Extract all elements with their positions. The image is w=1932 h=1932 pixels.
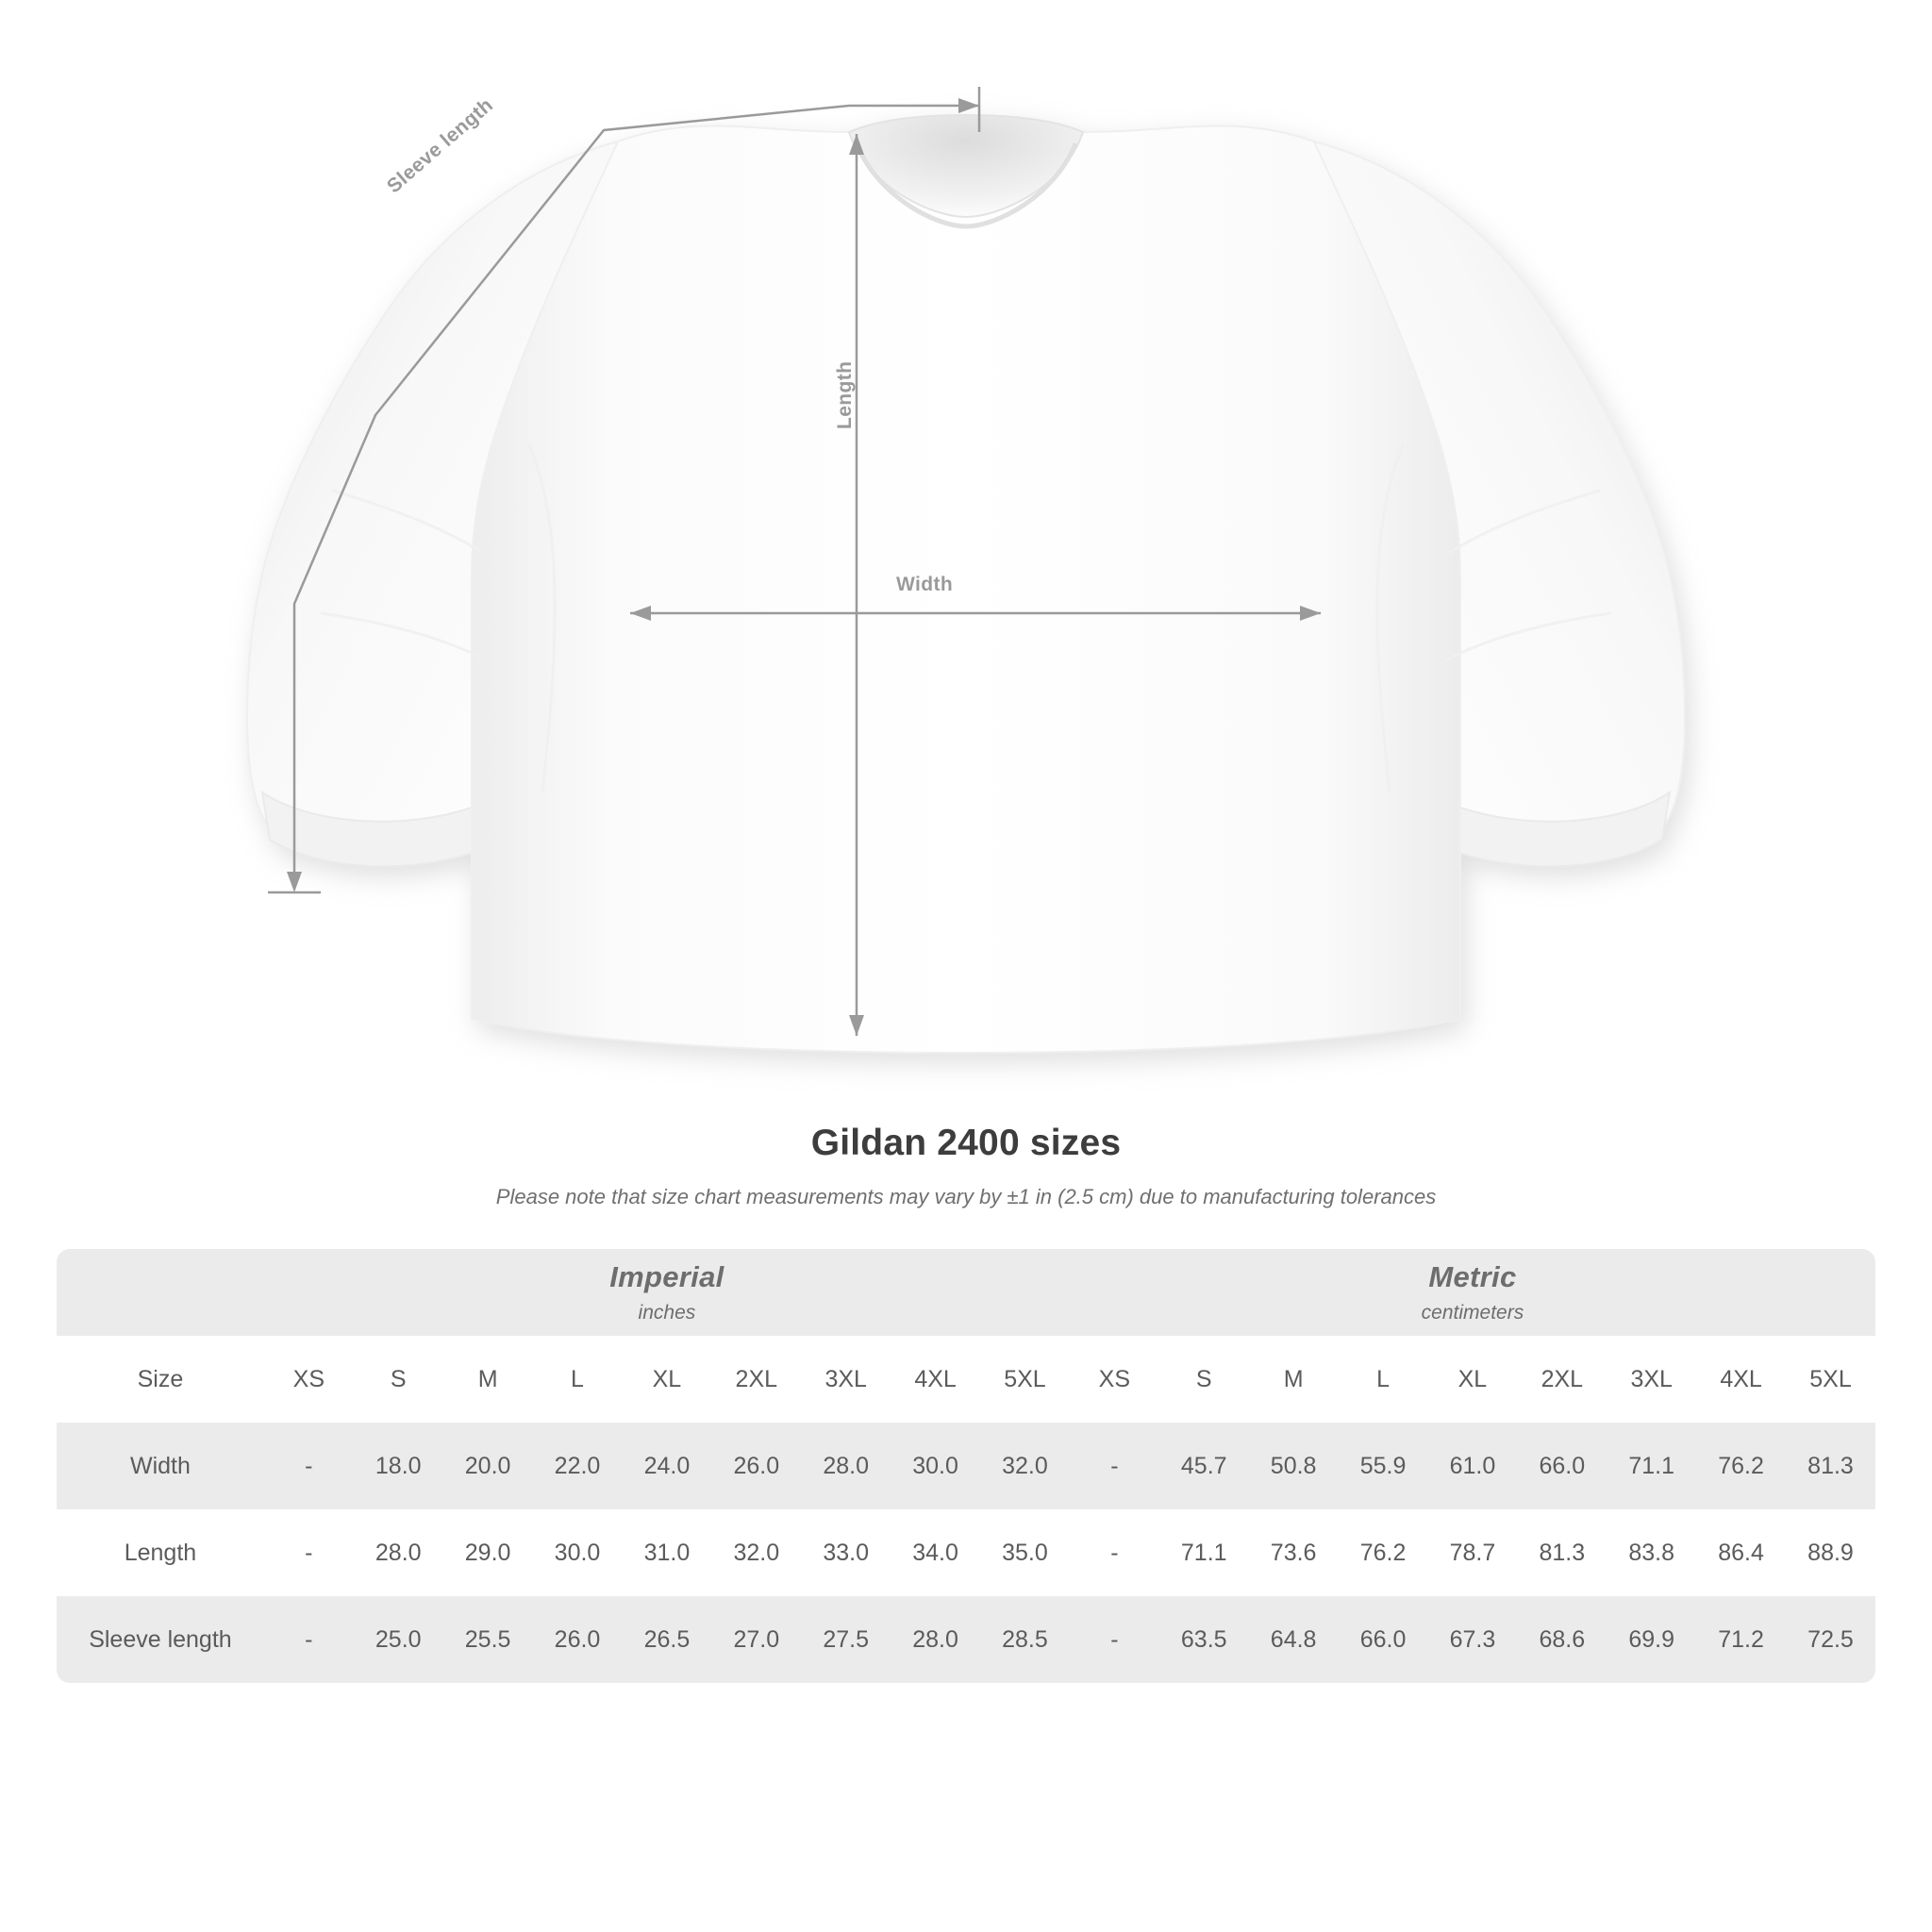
- cell-width-imperial-3xl: 28.0: [801, 1423, 891, 1509]
- size-header-imperial-5xl: 5XL: [980, 1336, 1070, 1423]
- cell-length-imperial-2xl: 32.0: [711, 1509, 801, 1596]
- cell-length-imperial-m: 29.0: [443, 1509, 533, 1596]
- cell-sleeve-imperial-4xl: 28.0: [891, 1596, 980, 1683]
- cell-width-imperial-xl: 24.0: [622, 1423, 711, 1509]
- cell-width-metric-xl: 61.0: [1427, 1423, 1517, 1509]
- cell-width-metric-4xl: 76.2: [1696, 1423, 1786, 1509]
- cell-sleeve-metric-2xl: 68.6: [1517, 1596, 1607, 1683]
- cell-width-imperial-5xl: 32.0: [980, 1423, 1070, 1509]
- cell-width-metric-l: 55.9: [1339, 1423, 1428, 1509]
- cell-sleeve-metric-m: 64.8: [1249, 1596, 1339, 1683]
- cell-length-metric-2xl: 81.3: [1517, 1509, 1607, 1596]
- cell-sleeve-metric-4xl: 71.2: [1696, 1596, 1786, 1683]
- table-row: [57, 1509, 1875, 1596]
- unit-imperial-name: Imperial: [609, 1260, 724, 1293]
- cell-length-metric-4xl: 86.4: [1696, 1509, 1786, 1596]
- cell-sleeve-imperial-s: 25.0: [354, 1596, 443, 1683]
- row-label-sleeve-length: Sleeve length: [57, 1596, 264, 1683]
- cell-sleeve-imperial-xl: 26.5: [622, 1596, 711, 1683]
- cell-length-imperial-xs: -: [264, 1509, 354, 1596]
- unit-imperial-sub: inches: [638, 1302, 696, 1324]
- size-header-metric-xs: XS: [1070, 1336, 1159, 1423]
- cell-width-metric-xs: -: [1070, 1423, 1159, 1509]
- cell-length-imperial-s: 28.0: [354, 1509, 443, 1596]
- size-header-imperial-2xl: 2XL: [711, 1336, 801, 1423]
- cell-sleeve-metric-l: 66.0: [1339, 1596, 1428, 1683]
- cell-width-metric-m: 50.8: [1249, 1423, 1339, 1509]
- size-header-metric-xl: XL: [1427, 1336, 1517, 1423]
- cell-length-metric-s: 71.1: [1159, 1509, 1249, 1596]
- size-header-imperial-s: S: [354, 1336, 443, 1423]
- size-table: [57, 1249, 1875, 1683]
- size-header-imperial-l: L: [533, 1336, 623, 1423]
- cell-width-imperial-xs: -: [264, 1423, 354, 1509]
- cell-width-metric-3xl: 71.1: [1607, 1423, 1696, 1509]
- cell-length-metric-l: 76.2: [1339, 1509, 1428, 1596]
- size-header-metric-l: L: [1339, 1336, 1428, 1423]
- cell-length-metric-xs: -: [1070, 1509, 1159, 1596]
- units-row: [57, 1249, 1875, 1336]
- cell-sleeve-imperial-2xl: 27.0: [711, 1596, 801, 1683]
- size-header-metric-m: M: [1249, 1336, 1339, 1423]
- cell-sleeve-imperial-3xl: 27.5: [801, 1596, 891, 1683]
- cell-length-metric-3xl: 83.8: [1607, 1509, 1696, 1596]
- size-header-metric-s: S: [1159, 1336, 1249, 1423]
- tolerance-note: Please note that size chart measurements may vary by ±1 in (2.5 cm) due to manufacturing tolerances: [495, 1185, 1437, 1208]
- cell-sleeve-metric-xs: -: [1070, 1596, 1159, 1683]
- size-header-imperial-4xl: 4XL: [891, 1336, 980, 1423]
- size-header-imperial-m: M: [443, 1336, 533, 1423]
- unit-metric-cell: [1070, 1249, 1875, 1336]
- table-row: [57, 1423, 1875, 1509]
- table-corner-cell: [57, 1249, 264, 1336]
- unit-metric-name: Metric: [1428, 1260, 1517, 1293]
- cell-width-imperial-m: 20.0: [443, 1423, 533, 1509]
- cell-sleeve-metric-xl: 67.3: [1427, 1596, 1517, 1683]
- cell-length-metric-m: 73.6: [1249, 1509, 1339, 1596]
- cell-length-imperial-l: 30.0: [533, 1509, 623, 1596]
- cell-width-imperial-l: 22.0: [533, 1423, 623, 1509]
- title-block: [0, 1123, 1932, 1209]
- cell-width-imperial-4xl: 30.0: [891, 1423, 980, 1509]
- size-header-metric-5xl: 5XL: [1786, 1336, 1875, 1423]
- unit-imperial-cell: [264, 1249, 1070, 1336]
- cell-length-imperial-xl: 31.0: [622, 1509, 711, 1596]
- size-header-metric-3xl: 3XL: [1607, 1336, 1696, 1423]
- sleeve-length-dimension-label: Sleeve length: [383, 93, 498, 198]
- unit-metric-sub: centimeters: [1421, 1302, 1524, 1324]
- cell-sleeve-metric-3xl: 69.9: [1607, 1596, 1696, 1683]
- size-header-imperial-xs: XS: [264, 1336, 354, 1423]
- cell-width-metric-5xl: 81.3: [1786, 1423, 1875, 1509]
- row-label-length: Length: [57, 1509, 264, 1596]
- cell-length-imperial-5xl: 35.0: [980, 1509, 1070, 1596]
- width-dimension-label: Width: [896, 574, 954, 595]
- size-header-label: Size: [57, 1336, 264, 1423]
- page-title: Gildan 2400 sizes: [810, 1123, 1122, 1163]
- length-dimension-label: Length: [834, 360, 856, 429]
- cell-length-imperial-3xl: 33.0: [801, 1509, 891, 1596]
- cell-width-metric-s: 45.7: [1159, 1423, 1249, 1509]
- size-header-metric-4xl: 4XL: [1696, 1336, 1786, 1423]
- size-header-imperial-xl: XL: [622, 1336, 711, 1423]
- cell-sleeve-imperial-l: 26.0: [533, 1596, 623, 1683]
- cell-sleeve-metric-s: 63.5: [1159, 1596, 1249, 1683]
- cell-sleeve-imperial-5xl: 28.5: [980, 1596, 1070, 1683]
- cell-sleeve-imperial-m: 25.5: [443, 1596, 533, 1683]
- cell-length-imperial-4xl: 34.0: [891, 1509, 980, 1596]
- size-header-imperial-3xl: 3XL: [801, 1336, 891, 1423]
- cell-width-imperial-s: 18.0: [354, 1423, 443, 1509]
- table-row: [57, 1596, 1875, 1683]
- cell-sleeve-metric-5xl: 72.5: [1786, 1596, 1875, 1683]
- cell-width-imperial-2xl: 26.0: [711, 1423, 801, 1509]
- size-table-wrapper: [57, 1249, 1875, 1683]
- cell-length-metric-xl: 78.7: [1427, 1509, 1517, 1596]
- cell-sleeve-imperial-xs: -: [264, 1596, 354, 1683]
- cell-width-metric-2xl: 66.0: [1517, 1423, 1607, 1509]
- size-header-metric-2xl: 2XL: [1517, 1336, 1607, 1423]
- cell-length-metric-5xl: 88.9: [1786, 1509, 1875, 1596]
- size-header-row: [57, 1336, 1875, 1423]
- row-label-width: Width: [57, 1423, 264, 1509]
